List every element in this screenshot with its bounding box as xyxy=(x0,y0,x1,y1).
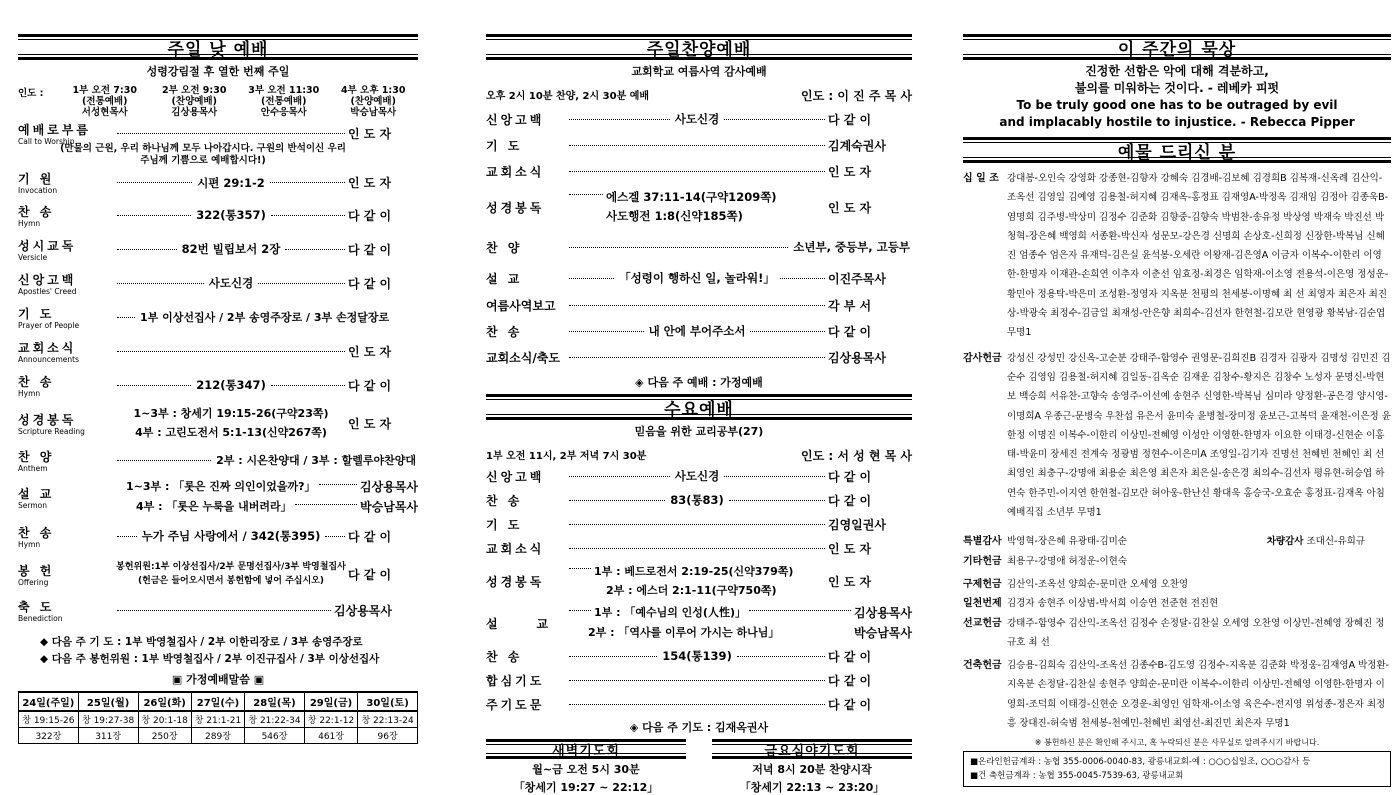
wed-announcements: 교회소식 인 도 자 xyxy=(486,541,872,556)
account-online: ■온라인헌금계좌 : 농협 355-0006-0040-83, 광릉내교회-예 : ○○○십일조, ○○○감사 등 xyxy=(970,757,1311,768)
readings-day: 26일(화) xyxy=(138,692,191,711)
readings-ref: 창 19:27-38 xyxy=(78,711,138,728)
offerings-title: 예물 드리신 분 xyxy=(963,137,1391,163)
order-offering: 봉 헌 Offering 봉헌위원:1부 이상선집사/2부 문명선집사/3부 박영철집사 (헌금은 들어오시면서 봉헌함에 넣어 주십시오) 다 같 이 xyxy=(18,562,392,587)
praise-prayer: 기 도 김계숙권사 xyxy=(486,138,886,153)
sunday-worship-title: 주일 낮 예배 xyxy=(18,34,418,60)
wed-prayer: 기 도 김영일권사 xyxy=(486,517,886,532)
next-offering: ◆ 다음 주 봉헌위원 : 1부 박영철집사 / 2부 이진규집사 / 3부 이상선집사 xyxy=(40,653,380,665)
praise-announcements: 교회소식 인 도 자 xyxy=(486,164,872,179)
service-4: 4부 오후 1:30 (찬양예배) 박승남목사 xyxy=(341,85,406,118)
sunday-worship-column xyxy=(18,34,418,744)
gift-note: ※ 봉헌하신 분은 확인해 주시고, 혹 누락되신 분은 사무실로 알려주시기 바랍니다. xyxy=(1034,738,1320,748)
readings-page: 250장 xyxy=(138,728,191,744)
praise-subtitle: 교회학교 여름사역 감사예배 xyxy=(631,65,767,78)
readings-page: 311장 xyxy=(78,728,138,744)
service-leaders xyxy=(18,85,418,118)
sermon-1-by: 김상용목사 xyxy=(360,480,418,494)
praise-reading-2: 사도행전 1:8(신약185쪽) xyxy=(606,209,743,223)
readings-ref-row xyxy=(19,711,418,728)
wed-lords-prayer: 주기도문 다 같 이 xyxy=(486,697,872,712)
dawn-prayer-block xyxy=(486,739,686,795)
readings-page: 289장 xyxy=(191,728,244,744)
order-hymn-2: 찬 송 Hymn 212(통347) 다 같 이 xyxy=(18,374,392,398)
praise-benediction: 교회소식/축도 김상용목사 xyxy=(486,350,886,365)
dawn-text: 「창세기 19:27 ~ 22:12」 xyxy=(513,781,659,794)
readings-day: 25일(월) xyxy=(78,692,138,711)
sunday-subtitle: 성령강림절 후 열한 번째 주일 xyxy=(146,65,290,78)
order-call: 예배로부름 Call to Worship 인 도 자 xyxy=(18,123,392,146)
gift-tithe: 십 일 조 강대봉-오인숙 강영화 강종현-김향자 강혜숙 김경배-김보혜 김경희B 김복재-신옥례 김산익-조옥선 김영일 김예영 김용철-허지혜 김재옥-홍정표 김재영A-박정옥 김재임 김정아 김종욱B-염명희 김주병-박상미 김정수 김준화 김향중-김향숙 박범찬-송유정 박상영 박재숙 박진선 박청혁-장은혜 백영희 서종환-박신자 성문모-강은경 신명희 손상호-신희정 신장한-박복님 신혜진 엄종수 엄은자 유재덕-김은실 윤석봉-오세란 이왕재-김은영A 이금자 이복수-이한리 이영한-한명자 이재관-손희연 이추자 이춘선 임효정-최경은 임학재-이소영 전용석-이은영 정성운-황민아 정용탁-박은미 조성환-정영자 지옥분 천평의 천세봉-이명혜 최 선 최영자 최은자 최진상-박광숙 최정수-김금일 최재성-안은향 최희수-김선자 한현철-김모란 현영광 황복남-김순엽 무명1 xyxy=(963,173,1389,339)
praise-leader: 인도 : 이 진 주 목 사 xyxy=(800,89,912,103)
sermon-2-by: 박승남목사 xyxy=(360,500,418,514)
praise-report: 여름사역보고 각 부 서 xyxy=(486,298,872,313)
praise-worship-title: 주일찬양예배 xyxy=(486,34,912,60)
readings-ref: 창 22:1-12 xyxy=(304,711,357,728)
praise-reading-1: 에스겔 37:11-14(구약1209쪽) xyxy=(606,190,777,204)
readings-ref: 창 19:15-26 xyxy=(19,711,79,728)
friday-title: 금요심야기도회 xyxy=(712,739,912,759)
readings-day: 29일(금) xyxy=(304,692,357,711)
service-3: 3부 오전 11:30 (전통예배) 안수응목사 xyxy=(248,85,320,118)
scripture-1: 1~3부 : 창세기 19:15-26(구약23쪽) xyxy=(133,407,329,420)
order-anthem: 찬 양 Anthem 2부 : 시온찬양대 / 3부 : 할렐루야찬양대 xyxy=(18,449,416,473)
wednesday-worship-title: 수요예배 xyxy=(486,394,912,420)
order-creed: 신앙고백 Apostles' Creed 사도신경 다 같 이 xyxy=(18,272,392,296)
wednesday-subtitle: 믿음을 위한 교리공부(27) xyxy=(634,425,764,438)
praise-time: 오후 2시 10분 찬양, 2시 30분 예배 xyxy=(486,91,650,102)
next-prayer: ◆ 다음 주 기 도 : 1부 박영철집사 / 2부 이한리장로 / 3부 송영주장로 xyxy=(40,636,363,648)
gift-mission: 선교헌금 강태주-함영수 김산익-조옥선 김정수 손정달-김찬실 오세영 오찬영 이상민-전혜영 장혜진 정규호 최 선 xyxy=(963,617,1385,648)
wed-creed: 신앙고백 사도신경 다 같 이 xyxy=(486,469,872,484)
readings-page: 546장 xyxy=(245,728,305,744)
wed-sermon-2: 2부 : 「역사를 이루어 가시는 하나님」 xyxy=(588,626,780,639)
wednesday-time: 1부 오전 11시, 2부 저녁 7시 30분 xyxy=(486,451,647,462)
readings-ref: 창 21:22-34 xyxy=(245,711,305,728)
order-prayer: 기 도 Prayer of People 1부 이상선집사 / 2부 송영주장로 / 3부 손정달장로 xyxy=(18,306,390,330)
praise-hymn: 찬 송 내 안에 부어주소서 다 같 이 xyxy=(486,324,872,339)
dawn-title: 새벽기도회 xyxy=(486,739,686,759)
wed-next: ◈ 다음 주 기도 : 김재옥권사 xyxy=(629,721,769,734)
order-hymn-1: 찬 송 Hymn 322(통357) 다 같 이 xyxy=(18,204,392,228)
readings-header-row xyxy=(19,692,418,711)
order-announcements: 교회소식 Announcements 인 도 자 xyxy=(18,340,392,364)
order-sermon: 설 교 Sermon 1~3부 : 「롯은 진짜 의인이었을까?」 김상용목사 4부 : 「롯은 누룩을 내버려라」 박승남목사 xyxy=(18,476,418,518)
wed-reading-2: 2부 : 에스더 2:1-11(구약750쪽) xyxy=(606,584,777,597)
wed-sermon-1: 1부 : 「예수님의 인성(人性)」 xyxy=(594,606,746,619)
wed-reading: 성경봉독 1부 : 베드로전서 2:19-25(신약379쪽) 2부 : 에스더 2:1-11(구약750쪽) 인 도 자 xyxy=(486,560,912,602)
gift-building: 건축헌금 김승용-김희숙 김산익-조옥선 김종수B-김도영 김정수-지옥분 김준화 박정웅-김재영A 박정환-지옥분 손정달-김찬실 송현주 양희순-문미란 이복수-이한리 이상민-전혜영 이영한-한명자 이영희-조덕희 이태경-신현순 오경운-최영인 임학재-이소영 육은수-전지영 위성종-정은자 최정흥 장대진-허숙범 천세봉-천예민-천혜빈 최영선-최진민 최은자 무명1 xyxy=(963,660,1390,730)
readings-ref: 창 21:1-21 xyxy=(191,711,244,728)
order-hymn-3: 찬 송 Hymn 누가 주님 사랑에서 / 342(통395) 다 같 이 xyxy=(18,525,392,549)
wed-hymn-2: 찬 송 154(통139) 다 같 이 xyxy=(486,649,872,664)
service-2: 2부 오전 9:30 (찬양예배) 김상용목사 xyxy=(162,85,227,118)
sermon-2: 4부 : 「롯은 누룩을 내버려라」 xyxy=(136,500,292,513)
friday-text: 「창세기 22:13 ~ 23:20」 xyxy=(739,781,885,794)
wednesday-leader: 인도 : 서 성 현 목 사 xyxy=(800,449,912,463)
leaders-label: 인도 : xyxy=(18,88,44,99)
wed-hymn-1: 찬 송 83(통83) 다 같 이 xyxy=(486,493,872,508)
order-invocation: 기 원 Invocation 시편 29:1-2 인 도 자 xyxy=(18,172,392,195)
praise-worship-column xyxy=(486,34,912,795)
praise-reading: 성경봉독 에스겔 37:11-14(구약1209쪽) 사도행전 1:8(신약185쪽) 인 도 자 xyxy=(486,184,912,230)
account-building: ■건 축헌금계좌 : 농협 355-0045-7539-63, 광릉내교회 xyxy=(970,771,1184,782)
gift-thanks: 감사헌금 강성신 강성민 강신옥-고순분 강태주-함영수 권영문-김희진B 김경자 김광자 김명성 김민진 김순수 김영임 김용철-허지혜 김일동-김옥순 김재운 김창수-황지은 김창수 노성자 문명신-박현보 백승희 서유찬-고향숙 송영주-이선예 송현주 신영한-박복님 심미라 양정환-공은경 양시영-이명희A 우종근-문병숙 우찬섭 유은서 윤미숙 윤병철-장미정 윤보근-고복덕 윤재천-이은정 윤한정 이명진 이복수-이한리 이상민-전혜영 이성안 이영한-한명자 이요한 이태경-신현순 이홍태-박윤미 장세진 전계숙 정광범 정현수-이은미A 조영일-김기자 진명선 천혜빈 천혜인 최 선 최영인 최충구-강명애 최용순 최은영 최은자 최은실-송은경 최의수-김선자 평유현-허승엽 하연숙 한주민-이지연 한현철-김모란 허아웅-한난신 황대욱 홍승국-오효순 홍정표-김재옥 아침예배직집 소년부 무명1 xyxy=(963,352,1391,519)
scripture-2: 4부 : 고린도전서 5:1-13(신약267쪽) xyxy=(135,426,327,439)
praise-creed: 신앙고백 사도신경 다 같 이 xyxy=(486,112,872,127)
family-readings-table xyxy=(18,691,418,744)
dawn-time: 월~금 오전 5시 30분 xyxy=(532,763,640,776)
order-benediction: 축 도 Benediction 김상용목사 xyxy=(18,599,392,623)
readings-day: 30일(토) xyxy=(358,692,418,711)
readings-page: 461장 xyxy=(304,728,357,744)
order-versicle: 성시교독 Versicle 82번 빌립보서 2장 다 같 이 xyxy=(18,238,392,262)
praise-anthem: 찬 양 소년부, 중등부, 고등부 xyxy=(486,240,910,255)
praise-next: ◈ 다음 주 예배 : 가정예배 xyxy=(635,376,763,389)
readings-page: 322장 xyxy=(19,728,79,744)
wed-sermon-2-by: 박승남목사 xyxy=(854,626,912,640)
gift-thousand: 일천번제 김경자 송현주 이상범-박서희 이승연 전준현 전진현 xyxy=(963,598,1219,610)
friday-prayer-block xyxy=(712,739,912,795)
readings-day: 27일(수) xyxy=(191,692,244,711)
praise-sermon: 설 교 「성령이 행하신 일, 놀라워!」 이진주목사 xyxy=(486,271,886,286)
readings-day: 24일(주일) xyxy=(19,692,79,711)
family-worship-title: ▣ 가정예배말씀 ▣ xyxy=(171,673,265,686)
wed-sermon-1-by: 김상용목사 xyxy=(854,606,912,620)
account-box xyxy=(963,751,1391,787)
wed-reading-1: 1부 : 베드로전서 2:19-25(신약379쪽) xyxy=(594,565,794,578)
friday-time: 저녁 8시 20분 찬양시작 xyxy=(752,763,872,776)
call-text: (만물의 근원, 우리 하나님께 모두 나아갑시다. 구원의 반석이신 우리 주님께 기쁨으로 예배합시다!) xyxy=(60,143,346,166)
gift-special: 특별감사 박영혁-장은혜 유광태-김미순 차량감사 조대신-유희규 xyxy=(963,536,1365,548)
gift-other: 기타헌금 최용구-강명애 허정운-이현숙 xyxy=(963,555,1128,567)
sermon-1: 1~3부 : 「롯은 진짜 의인이었을까?」 xyxy=(126,480,316,493)
meditation-column xyxy=(963,34,1391,787)
offering-1: 봉헌위원:1부 이상선집사/2부 문명선집사/3부 박영철집사 xyxy=(116,562,346,572)
readings-page-row xyxy=(19,728,418,744)
order-scripture: 성경봉독 Scripture Reading 1~3부 : 창세기 19:15-26(구약23쪽) 4부 : 고린도전서 5:1-13(신약267쪽) 인 도 자 xyxy=(18,402,418,444)
readings-page: 96장 xyxy=(358,728,418,744)
readings-day: 28일(목) xyxy=(245,692,305,711)
readings-ref: 창 22:13-24 xyxy=(358,711,418,728)
meditation-title: 이 주간의 묵상 xyxy=(963,34,1391,60)
readings-ref: 창 20:1-18 xyxy=(138,711,191,728)
gift-relief: 구제헌금 김산익-조옥선 양희순-문미란 오세영 오찬영 xyxy=(963,578,1189,590)
wed-united-prayer: 합심기도 다 같 이 xyxy=(486,673,872,688)
offering-2: (헌금은 들어오시면서 봉헌함에 넣어 주십시오) xyxy=(138,576,324,586)
quote: 진정한 선함은 악에 대해 격분하고, 불의를 미워하는 것이다. - 레베카 피펏 To be truly good one has to be outraged by evil and implacably hostile to injustice. - Rebecca Pipper xyxy=(999,64,1355,129)
service-1: 1부 오전 7:30 (전통예배) 서성현목사 xyxy=(72,85,137,118)
wed-sermon: 설 교 1부 : 「예수님의 인성(人性)」 김상용목사 2부 : 「역사를 이루어 가시는 하나님」 박승남목사 xyxy=(486,602,912,644)
